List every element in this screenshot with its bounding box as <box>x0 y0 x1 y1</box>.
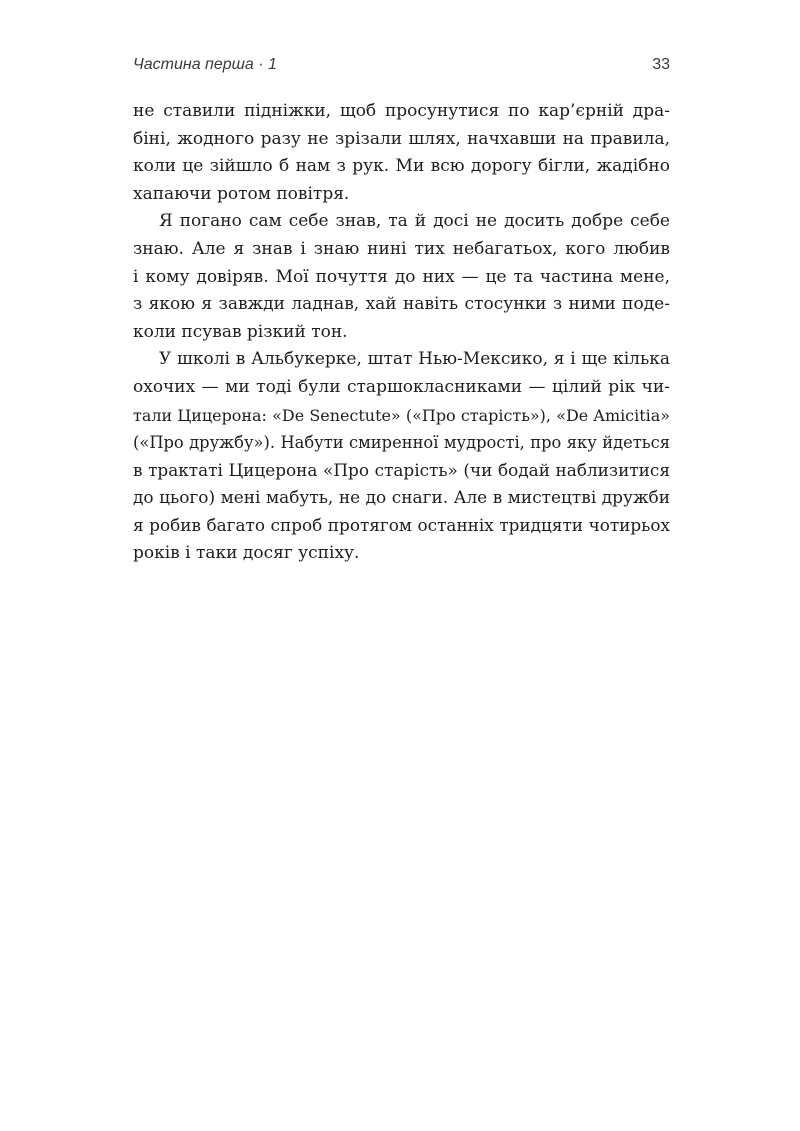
page-number: 33 <box>652 56 670 73</box>
text-line: Я погано сам себе знав, та й досі не досить добре себе <box>159 211 670 232</box>
text-line: біні, жодного разу не зрізали шлях, начхавши на правила, <box>133 128 670 149</box>
text-line: тали Цицерона: «De Senectute» («Про старість»), «De Amicitia» <box>133 405 670 425</box>
text-line: охочих — ми тоді були старшокласниками — цілий рік чи- <box>133 376 670 397</box>
text-line: коли псував різкий тон. <box>133 321 348 342</box>
text-line: і кому довіряв. Мої почуття до них — це та частина мене, <box>133 266 670 287</box>
text-line: я робив багато спроб протягом останніх тридцяти чотирьох <box>133 514 670 535</box>
paragraph <box>133 346 670 567</box>
text-line: в трактаті Цицерона «Про старість» (чи бодай наблизитися <box>133 459 670 480</box>
text-line: У школі в Альбукерке, штат Нью-Мексико, я і ще кілька <box>159 349 670 370</box>
section-title: Частина перша · 1 <box>133 56 277 73</box>
running-header <box>133 56 670 82</box>
paragraph <box>133 98 670 208</box>
text-line: років і таки досяг успіху. <box>133 542 360 563</box>
body-text <box>133 98 670 567</box>
text-line: не ставили підніжки, щоб просунутися по кар’єрній дра- <box>133 101 670 121</box>
text-line: («Про дружбу»). Набути смиренної мудрості, про яку йдеться <box>133 433 670 453</box>
text-line: знаю. Але я знав і знаю нині тих небагатьох, кого любив <box>133 238 670 259</box>
text-line: коли це зійшло б нам з рук. Ми всю дорогу бігли, жадібно <box>133 156 670 177</box>
text-line: з якою я завжди ладнав, хай навіть стосунки з ними поде- <box>133 294 670 315</box>
paragraph <box>133 208 670 346</box>
text-line: хапаючи ротом повітря. <box>133 183 350 204</box>
text-line: до цього) мені мабуть, не до снаги. Але в мистецтві дружби <box>133 487 670 508</box>
